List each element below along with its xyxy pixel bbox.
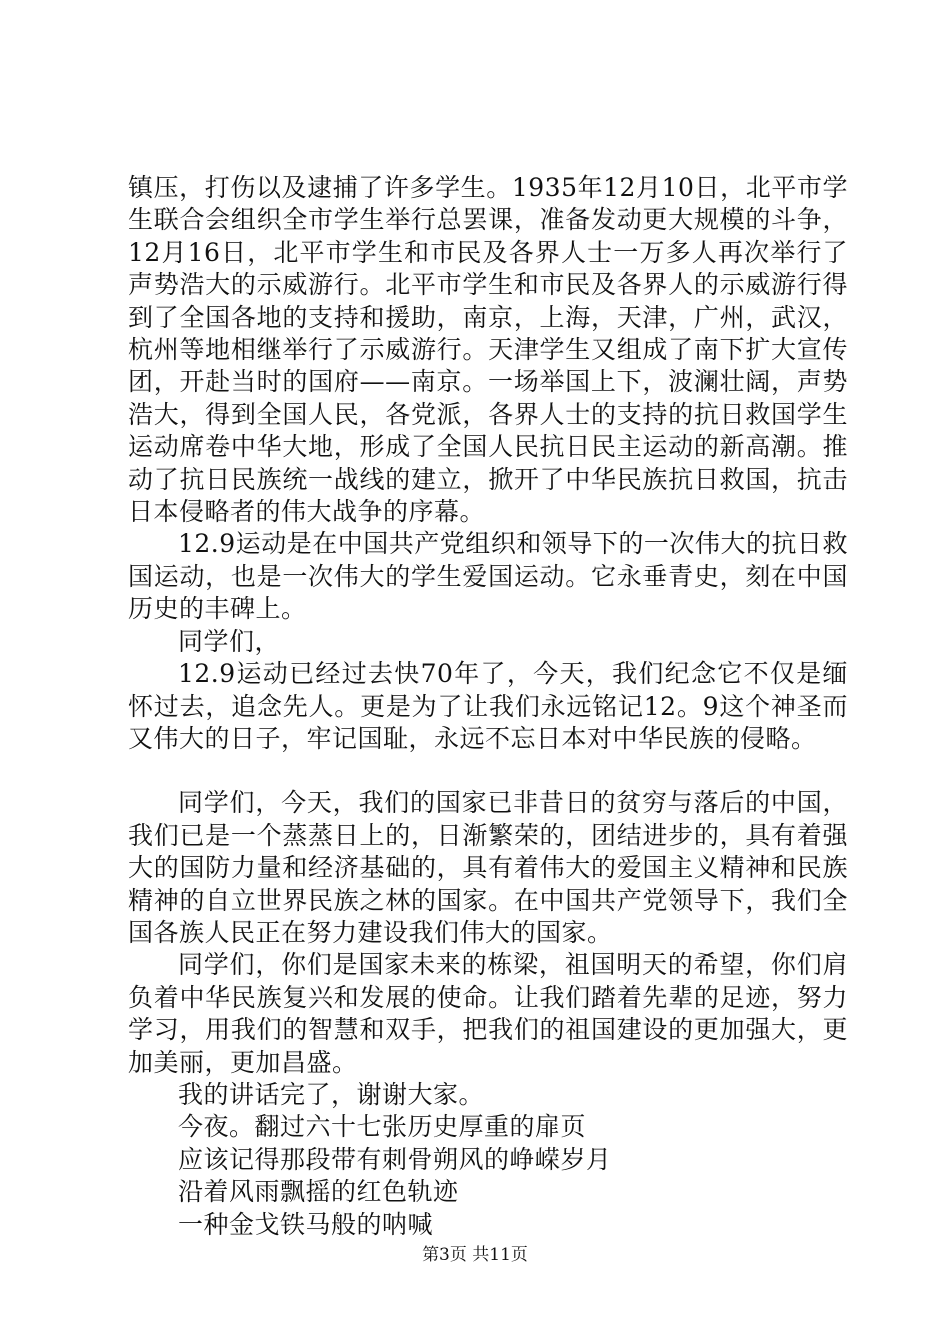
paragraph-nation-today: 同学们，今天，我们的国家已非昔日的贫穷与落后的中国，我们已是一个蒸蒸日上的，日渐繁荣的，团结进步的，具有着强大的国防力量和经济基础的，具有着伟大的爱国主义精神和民族精神的自立世界民族之林的国家。在中国共产党领导下，我们全国各族人民正在努力建设我们伟大的国家。 <box>128 788 848 947</box>
paragraph-continuation: 镇压，打伤以及逮捕了许多学生。1935年12月10日，北平市学生联合会组织全市学生举行总罢课，准备发动更大规模的斗争，12月16日，北平市学生和市民及各界人士一万多人再次举行了声势浩大的示威游行。北平市学生和市民及各界人的示威游行得到了全国各地的支持和援助，南京，上海，天津，广州，武汉，杭州等地相继举行了示威游行。天津学生又组成了南下扩大宣传团，开赴当时的国府——南京。一场举国上下，波澜壮阔，声势浩大，得到全国人民，各党派，各界人士的支持的抗日救国学生运动席卷中华大地，形成了全国人民抗日民主运动的新高潮。推动了抗日民族统一战线的建立，掀开了中华民族抗日救国，抗击日本侵略者的伟大战争的序幕。 <box>128 173 848 527</box>
page-footer: 第3页 共11页 <box>422 1245 528 1265</box>
paragraph-summary: 12.9运动是在中国共产党组织和领导下的一次伟大的抗日救国运动，也是一次伟大的学生爱国运动。它永垂青史，刻在中国历史的丰碑上。 <box>128 529 848 624</box>
poem-line: 应该记得那段带有刺骨朔风的峥嵘岁月 <box>178 1144 612 1174</box>
poem-line: 沿着风雨飘摇的红色轨迹 <box>178 1177 459 1207</box>
body-text <box>128 172 848 1241</box>
poem-line: 今夜。翻过六十七张历史厚重的扉页 <box>178 1112 587 1142</box>
paragraph-closing: 我的讲话完了，谢谢大家。 <box>178 1079 485 1109</box>
paragraph-greeting: 同学们， <box>178 626 281 656</box>
paragraph-commemoration: 12.9运动已经过去快70年了，今天，我们纪念它不仅是缅怀过去，追念先人。更是为了让我们永远铭记12。9这个神圣而又伟大的日子，牢记国耻，永远不忘日本对中华民族的侵略。 <box>128 659 848 753</box>
paragraph-future: 同学们，你们是国家未来的栋梁，祖国明天的希望，你们肩负着中华民族复兴和发展的使命。让我们踏着先辈的足迹，努力学习，用我们的智慧和双手，把我们的祖国建设的更加强大，更加美丽，更加昌盛。 <box>128 950 848 1077</box>
poem-line: 一种金戈铁马般的呐喊 <box>178 1209 434 1239</box>
